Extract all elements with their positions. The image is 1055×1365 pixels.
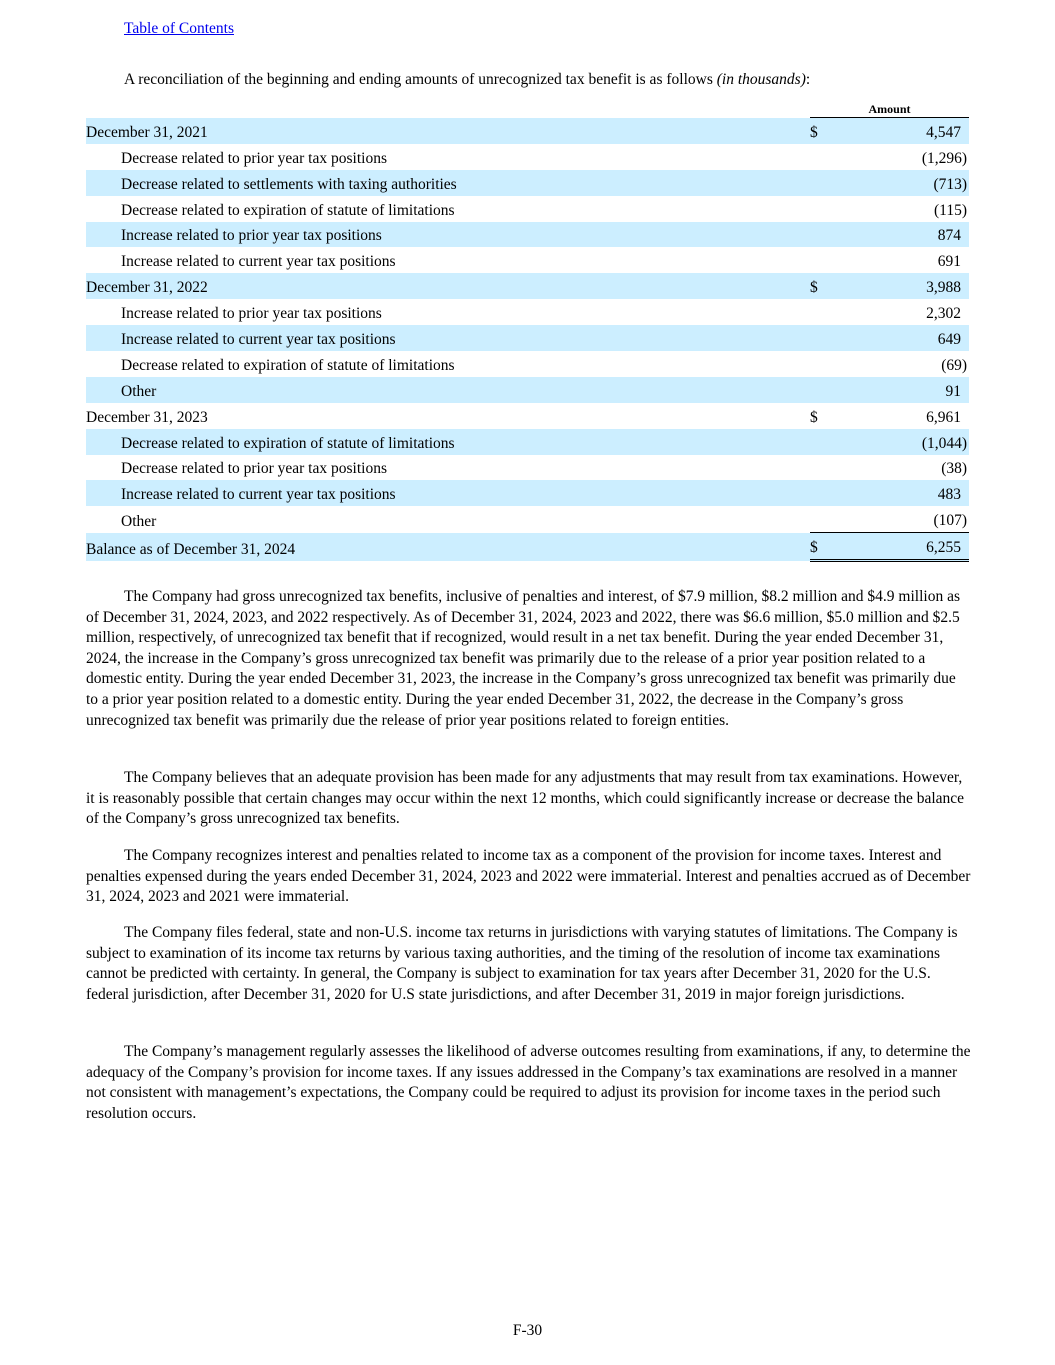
- row-dollar-sign: [810, 325, 830, 351]
- paragraph-unrecognized-benefits: The Company had gross unrecognized tax benefits, inclusive of penalties and interest, of $7.9 million, $8.2 million and $4.9 million as of December 31, 2024, 2023, and 2022 respectively. As of December 31, 2024, 2023 and 2022, there was $6.6 million, $5.0 million and $2.5 million, respectively, of unrecognized tax benefit that if recognized, would result in a net tax benefit. During the year ended December 31, 2024, the increase in the Company’s gross unrecognized tax benefit was primarily due to the release of a prior year position related to a domestic entity. During the year ended December 31, 2023, the increase in the Company’s gross unrecognized tax benefit was primarily due to a prior year position related to a domestic entity. During the year ended December 31, 2022, the decrease in the Company’s gross unrecognized tax benefit was primarily due the release of prior year positions related to foreign entities.: [86, 588, 960, 729]
- row-label: Other: [121, 512, 157, 530]
- paragraph-tax-returns: The Company files federal, state and non-U.S. income tax returns in jurisdictions with varying statutes of limitations. The Company is subject to examination of its income tax returns by various taxing authorities, and the timing of the resolution of income tax examinations cannot be predicted with certainty. In general, the Company is subject to examination for tax years after December 31, 2020 for the U.S. federal jurisdiction, after December 31, 2020 for U.S state jurisdictions, and after December 31, 2019 in major foreign jurisdictions.: [86, 924, 958, 1003]
- row-amount: (69): [941, 356, 968, 374]
- table-row: [86, 299, 969, 325]
- row-label: December 31, 2023: [86, 408, 208, 426]
- table-row: [86, 506, 969, 532]
- page-number: F-30: [512, 1322, 543, 1339]
- paragraph-interest-penalties: The Company recognizes interest and penalties related to income tax as a component of the provision for income taxes. Interest and penalties expensed during the years ended December 31, 2024, 2023 and 2022 were immaterial. Interest and penalties accrued as of December 31, 2024, 2023 and 2021 were immaterial.: [86, 847, 971, 906]
- row-amount: 3,988: [830, 273, 969, 299]
- row-label: December 31, 2022: [86, 273, 810, 299]
- row-amount: 483: [830, 480, 969, 506]
- row-amount: 91: [830, 377, 969, 403]
- row-amount: (115): [934, 201, 968, 219]
- row-dollar-sign: $: [810, 408, 818, 426]
- row-dollar-sign: [810, 170, 830, 196]
- row-label: Increase related to prior year tax positions: [121, 305, 382, 323]
- row-amount: 649: [830, 325, 969, 351]
- amount-column-header: Amount: [810, 97, 969, 118]
- row-label: Increase related to current year tax positions: [86, 480, 810, 506]
- row-amount: 2,302: [926, 305, 962, 323]
- row-dollar-sign: [810, 247, 830, 273]
- row-amount: (38): [941, 460, 968, 478]
- row-amount: (1,044): [830, 429, 969, 455]
- unrecognized-tax-benefit-table: [86, 97, 969, 562]
- row-dollar-sign: [810, 351, 830, 377]
- row-dollar-sign: [810, 429, 830, 455]
- row-dollar-sign: [810, 455, 830, 481]
- row-dollar-sign: [810, 377, 830, 403]
- row-dollar-sign: $: [810, 118, 830, 144]
- row-dollar-sign: [810, 480, 830, 506]
- table-of-contents-link[interactable]: Table of Contents: [124, 20, 234, 37]
- row-label: Decrease related to expiration of statute of limitations: [86, 429, 810, 455]
- table-total-row: [86, 533, 969, 561]
- row-dollar-sign: [810, 299, 830, 325]
- table-row: [86, 144, 969, 170]
- row-label: Increase related to prior year tax positions: [86, 222, 810, 248]
- row-amount: 6,255: [830, 533, 969, 561]
- row-label: Decrease related to prior year tax positions: [121, 460, 387, 478]
- row-label: Decrease related to prior year tax positions: [121, 149, 387, 167]
- table-row: [86, 273, 969, 299]
- row-label: Decrease related to settlements with taxing authorities: [86, 170, 810, 196]
- table-row: [86, 351, 969, 377]
- row-amount: (713): [830, 170, 969, 196]
- table-row: [86, 403, 969, 429]
- row-label: Decrease related to expiration of statute of limitations: [121, 201, 455, 219]
- row-dollar-sign: [810, 144, 830, 170]
- row-amount: (107): [933, 512, 968, 530]
- intro-units: (in thousands): [716, 71, 806, 88]
- paragraph-management-assessment: The Company’s management regularly assesses the likelihood of adverse outcomes resulting from examinations, if any, to determine the adequacy of the Company’s provision for income taxes. If any issues addressed in the Company’s tax examinations are resolved in a manner not consistent with management’s expectations, the Company could be required to adjust its provision for income taxes in the period such resolution occurs.: [86, 1043, 971, 1122]
- row-dollar-sign: [810, 196, 830, 222]
- table-row: [86, 429, 969, 455]
- row-dollar-sign: [810, 222, 830, 248]
- row-amount: 6,961: [926, 408, 962, 426]
- row-label: Decrease related to expiration of statute of limitations: [121, 356, 455, 374]
- table-row: [86, 247, 969, 273]
- row-label: Balance as of December 31, 2024: [86, 533, 810, 561]
- row-label: Increase related to current year tax positions: [86, 325, 810, 351]
- row-amount: (1,296): [921, 149, 968, 167]
- row-dollar-sign: $: [810, 273, 830, 299]
- row-amount: 4,547: [830, 118, 969, 144]
- row-label: Other: [86, 377, 810, 403]
- row-label: December 31, 2021: [86, 118, 810, 144]
- table-row: [86, 455, 969, 481]
- table-row: [86, 222, 969, 248]
- table-row: [86, 325, 969, 351]
- row-label: Increase related to current year tax positions: [121, 253, 396, 271]
- table-row: [86, 196, 969, 222]
- intro-text: A reconciliation of the beginning and ending amounts of unrecognized tax benefit is as follows: [124, 71, 717, 88]
- table-row: [86, 480, 969, 506]
- paragraph-provision-adequacy: The Company believes that an adequate provision has been made for any adjustments that may result from tax examinations. However, it is reasonably possible that certain changes may occur within the next 12 months, which could significantly increase or decrease the balance of the Company’s gross unrecognized tax benefits.: [86, 769, 965, 828]
- table-header-row: [86, 97, 969, 118]
- row-dollar-sign: [810, 506, 830, 532]
- table-row: [86, 377, 969, 403]
- intro-suffix: :: [805, 71, 811, 88]
- row-dollar-sign: $: [810, 533, 830, 561]
- row-amount: 691: [937, 253, 962, 271]
- table-row: [86, 170, 969, 196]
- row-amount: 874: [830, 222, 969, 248]
- table-row: [86, 118, 969, 144]
- table-intro: [124, 71, 810, 89]
